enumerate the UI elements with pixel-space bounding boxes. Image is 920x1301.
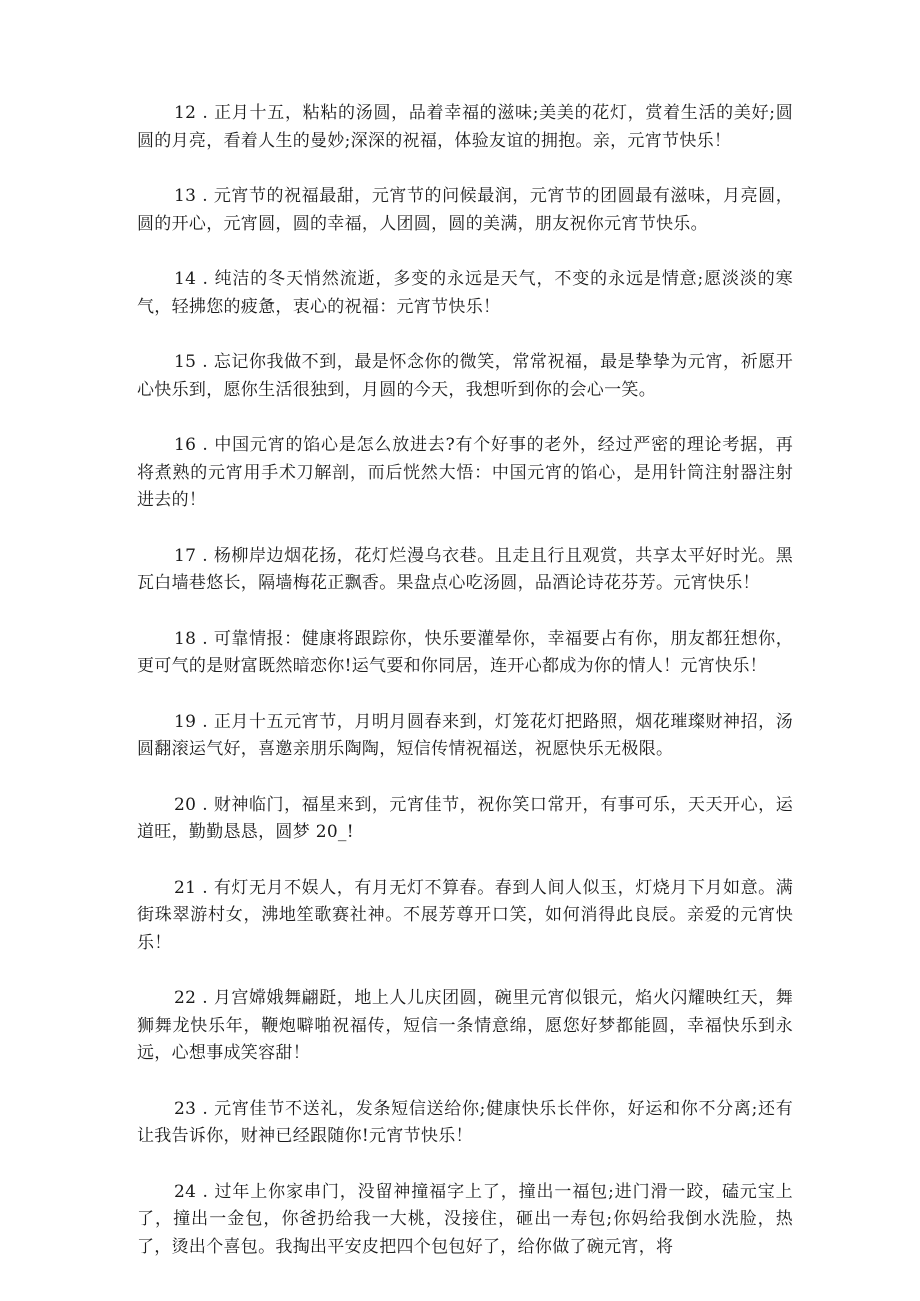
paragraph-13: 13 . 元宵节的祝福最甜，元宵节的问候最润，元宵节的团圆最有滋味，月亮圆，圆的开心，元宵圆，圆的幸福，人团圆，圆的美满，朋友祝你元宵节快乐。 [137,186,793,234]
paragraph-15: 15 . 忘记你我做不到，最是怀念你的微笑，常常祝福，最是挚挚为元宵，祈愿开心快乐到，愿你生活很独到，月圆的今天，我想听到你的会心一笑。 [137,352,793,400]
paragraph-20: 20 . 财神临门，福星来到，元宵佳节，祝你笑口常开，有事可乐，天天开心，运道旺，勤勤恳恳，圆梦 20_! [137,794,793,842]
paragraph-19: 19 . 正月十五元宵节，月明月圆春来到，灯笼花灯把路照，烟花璀璨财神招，汤圆翻滚运气好，喜邀亲朋乐陶陶，短信传情祝福送，祝愿快乐无极限。 [137,711,793,759]
paragraph-16: 16 . 中国元宵的馅心是怎么放进去?有个好事的老外，经过严密的理论考据，再将煮熟的元宵用手术刀解剖，而后恍然大悟：中国元宵的馅心，是用针筒注射器注射进去的！ [137,435,793,510]
paragraph-18: 18 . 可靠情报：健康将跟踪你，快乐要灌晕你，幸福要占有你，朋友都狂想你，更可气的是财富既然暗恋你!运气要和你同居，连开心都成为你的情人！元宵快乐！ [137,628,793,676]
paragraph-14: 14 . 纯洁的冬天悄然流逝，多变的永远是天气，不变的永远是情意;愿淡淡的寒气，轻拂您的疲惫，衷心的祝福：元宵节快乐！ [137,269,793,317]
paragraph-24: 24 . 过年上你家串门，没留神撞福字上了，撞出一福包;进门滑一跤，磕元宝上了，撞出一金包，你爸扔给我一大桃，没接住，砸出一寿包;你妈给我倒水洗脸，热了，烫出个喜包。我掏出平安皮把四个包包好了，给你做了碗元宵，将 [137,1181,793,1257]
paragraph-12: 12 . 正月十五，粘粘的汤圆，品着幸福的滋味;美美的花灯，赏着生活的美好;圆圆的月亮，看着人生的曼妙;深深的祝福，体验友谊的拥抱。亲，元宵节快乐！ [137,103,793,151]
paragraph-21: 21 . 有灯无月不娱人，有月无灯不算春。春到人间人似玉，灯烧月下月如意。满街珠翠游村女，沸地笙歌赛社神。不展芳尊开口笑，如何消得此良辰。亲爱的元宵快乐！ [137,877,793,953]
paragraph-22: 22 . 月宫嫦娥舞翩跹，地上人儿庆团圆，碗里元宵似银元，焰火闪耀映红天，舞狮舞龙快乐年，鞭炮噼啪祝福传，短信一条情意绵，愿您好梦都能圆，幸福快乐到永远，心想事成笑容甜！ [137,988,793,1063]
paragraph-23: 23 . 元宵佳节不送礼，发条短信送给你;健康快乐长伴你，好运和你不分离;还有让我告诉你，财神已经跟随你!元宵节快乐！ [137,1098,793,1146]
paragraph-17: 17 . 杨柳岸边烟花扬，花灯烂漫乌衣巷。且走且行且观赏，共享太平好时光。黑瓦白墙巷悠长，隔墙梅花正飘香。果盘点心吃汤圆，品酒论诗花芬芳。元宵快乐！ [137,545,793,593]
document-body [137,100,793,1289]
